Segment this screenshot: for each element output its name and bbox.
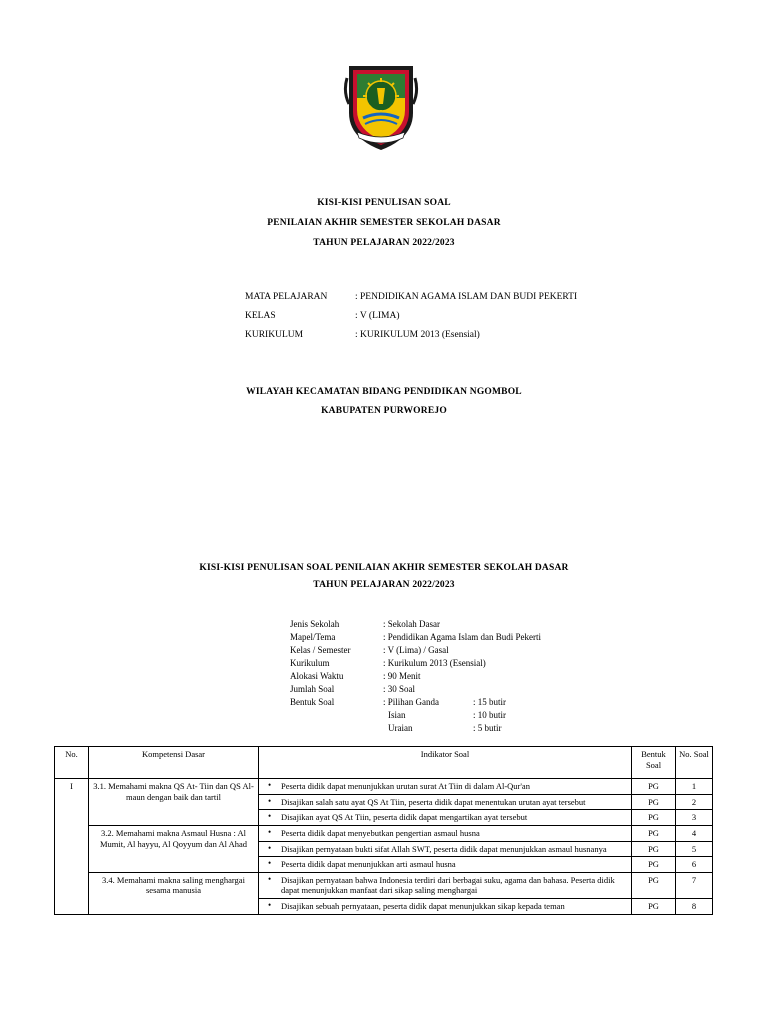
indicator-cell: • Disajikan sebuah pernyataan, peserta didik dapat menunjukkan sikap kepada teman	[259, 899, 632, 915]
table-row	[55, 872, 713, 898]
header-kd: Kompetensi Dasar	[89, 747, 259, 779]
regency-emblem-icon	[343, 58, 419, 152]
bentuk-cell: PG	[632, 794, 676, 810]
nosoal-cell: 4	[676, 825, 713, 841]
spec-value: : 90 Menit	[383, 671, 421, 681]
bentuk-cell: PG	[632, 779, 676, 795]
form-type: Uraian	[388, 723, 413, 733]
indicator-cell: • Peserta didik dapat menunjukkan arti asmaul husna	[259, 857, 632, 873]
row-number: I	[55, 779, 89, 915]
bentuk-cell: PG	[632, 899, 676, 915]
spec-value: : 30 Soal	[383, 684, 416, 694]
bentuk-cell: PG	[632, 810, 676, 826]
info-value: : PENDIDIKAN AGAMA ISLAM DAN BUDI PEKERTI	[355, 292, 578, 302]
bentuk-cell: PG	[632, 825, 676, 841]
header-nosoal: No. Soal	[676, 747, 713, 779]
spec-value: : Pilihan Ganda	[383, 697, 439, 707]
indicator-cell: • Disajikan pernyataan bahwa Indonesia terdiri dari berbagai suku, agama dan bahasa. Peserta didik dapat menunjukkan manfaat dari sikap saling menghargai	[259, 872, 632, 898]
info-label: KELAS	[245, 311, 276, 321]
info-label: MATA PELAJARAN	[245, 292, 328, 302]
nosoal-cell: 2	[676, 794, 713, 810]
spec-label: Kelas / Semester	[290, 645, 351, 655]
info-value: : V (LIMA)	[355, 311, 400, 321]
table-row	[55, 825, 713, 841]
form-count: : 10 butir	[473, 710, 506, 720]
cover-title-1: KISI-KISI PENULISAN SOAL	[317, 198, 451, 208]
form-count: : 5 butir	[473, 723, 502, 733]
spec-label: Bentuk Soal	[290, 697, 335, 707]
spec-value: : Pendidikan Agama Islam dan Budi Pekerti	[383, 632, 541, 642]
kd-cell: 3.2. Memahami makna Asmaul Husna : Al Mumit, Al hayyu, Al Qoyyum dan Al Ahad	[89, 825, 259, 872]
spec-label: Kurikulum	[290, 658, 330, 668]
table-row	[55, 779, 713, 795]
indicator-cell: • Disajikan salah satu ayat QS At Tiin, peserta didik dapat menentukan urutan ayat tersebut	[259, 794, 632, 810]
header-bentuk: Bentuk Soal	[632, 747, 676, 779]
spec-value: : Kurikulum 2013 (Esensial)	[383, 658, 486, 668]
cover-title-2: PENILAIAN AKHIR SEMESTER SEKOLAH DASAR	[267, 218, 501, 228]
spec-label: Jenis Sekolah	[290, 619, 340, 629]
section-title-1: KISI-KISI PENULISAN SOAL PENILAIAN AKHIR SEMESTER SEKOLAH DASAR	[199, 563, 569, 573]
indicator-cell: • Peserta didik dapat menunjukkan urutan surat At Tiin di dalam Al-Qur'an	[259, 779, 632, 795]
kd-cell: 3.1. Memahami makna QS At- Tiin dan QS Al-maun dengan baik dan tartil	[89, 779, 259, 826]
indicator-cell: • Disajikan pernyataan bukti sifat Allah SWT, peserta didik dapat menunjukkan asmaul husnanya	[259, 841, 632, 857]
nosoal-cell: 1	[676, 779, 713, 795]
nosoal-cell: 6	[676, 857, 713, 873]
region-line-2: KABUPATEN PURWOREJO	[321, 406, 447, 416]
region-line-1: WILAYAH KECAMATAN BIDANG PENDIDIKAN NGOMBOL	[246, 387, 522, 397]
bentuk-cell: PG	[632, 872, 676, 898]
table-header-row	[55, 747, 713, 779]
info-label: KURIKULUM	[245, 330, 304, 340]
bentuk-cell: PG	[632, 857, 676, 873]
spec-label: Alokasi Waktu	[290, 671, 344, 681]
nosoal-cell: 3	[676, 810, 713, 826]
section-title-2: TAHUN PELAJARAN 2022/2023	[313, 580, 455, 590]
form-type: Isian	[388, 710, 406, 720]
header-no: No.	[55, 747, 89, 779]
form-count: : 15 butir	[473, 697, 506, 707]
cover-title-3: TAHUN PELAJARAN 2022/2023	[313, 238, 455, 248]
spec-value: : V (Lima) / Gasal	[383, 645, 449, 655]
info-value: : KURIKULUM 2013 (Esensial)	[355, 330, 480, 340]
header-indikator: Indikator Soal	[259, 747, 632, 779]
cover-info	[245, 292, 645, 352]
spec-block	[290, 619, 620, 739]
bentuk-cell: PG	[632, 841, 676, 857]
indicator-cell: • Disajikan ayat QS At Tiin, peserta didik dapat mengartikan ayat tersebut	[259, 810, 632, 826]
kisi-kisi-table	[54, 746, 713, 915]
spec-label: Mapel/Tema	[290, 632, 336, 642]
kd-cell: 3.4. Memahami makna saling menghargai sesama manusia	[89, 872, 259, 914]
spec-label: Jumlah Soal	[290, 684, 335, 694]
nosoal-cell: 5	[676, 841, 713, 857]
indicator-cell: • Peserta didik dapat menyebutkan pengertian asmaul husna	[259, 825, 632, 841]
nosoal-cell: 7	[676, 872, 713, 898]
nosoal-cell: 8	[676, 899, 713, 915]
spec-value: : Sekolah Dasar	[383, 619, 440, 629]
